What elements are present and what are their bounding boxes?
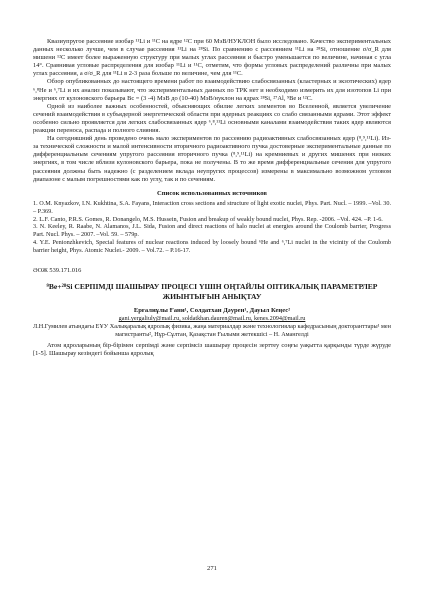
document-page (33, 38, 391, 358)
udc-code: ӘОЖ 539.171.016 (33, 267, 82, 275)
paragraph-2: Обзор опубликованных до настоящего времени работ по взаимодействию слабосвязанных (кластерных и экзотических) ядер ⁶,⁸He и ⁶,⁷Li и их анализ показывают, что экспериментальных данных по ТРК нет и необходимо измерить их для изотопов Li при энергиях от кулоновского барьера Bc = (3 -4) МэВ до (10-40) МэВ/нуклон на ядрах ²⁸Si, ²⁷Al, ⁹Be и ¹²C. (33, 78, 391, 102)
author-emails[interactable]: gani.yergaliuly@mail.ru, soldatkhan.dauren@mail.ru, kenes.2094@mail.ru (118, 315, 306, 323)
paragraph-4: На сегодняшний день проведено очень мало экспериментов по рассеянию радиоактивных слабосвязанных ядер (⁸,⁹,¹¹Li). Из-за технической сложности и малой интенсивности вторичного радиоактивного пучка достоверные экспериментальные данные по дифференциальным сечениям упругого рассеяния вторичного пучка (⁸,⁹,¹¹Li) на кремниевых и других мишенях при низких энергиях, в том числе вблизи кулоновского барьера, пока не получены. В то же время дифференциальные сечения для упругого рассеяния должны быть надежно (с разделением вклада неупругих процессов) измерены в максимально возможном угловом диапазоне с малым погрешностями как по углу, так и по сечениям. (33, 135, 391, 183)
authors: Ерғалиұлы Ғани¹, Солдатхан Дәурен¹, Дауыл Кеңес² (133, 306, 291, 314)
affiliation: Л.Н.Гумилев атындағы ЕҰУ Халықаралық ядролық физика, жаңа материалдар және технологиялар кафедрасының докторанттары¹ мен магистранты², Нұр-Сұлтан, Қазақстан Ғылыми жетекшісі – Н. Амангелді (33, 323, 391, 338)
reference-item: 4. Y.E. Penionzhkevich, Special features of nuclear reactions induced by loosely bound ⁶He and ⁶,⁷Li nuclei in the vicinity of the Coulomb barrier height, Phys. Atomic Nuclei.- 2009. – Vol.72. – P.16-17. (33, 239, 391, 255)
paragraph-3: Одной из наиболее важных особенностей, объясняющих обилие легких элементов во Вселенной, является увеличение сечений взаимодействия в субъядерной энергетической области при ядерных реакциях со слабо связанными ядрами. Этот эффект особенно сильно проявляется для легких слабосвязанных ядер ⁶,⁸,¹¹Li основными каналами взаимодействия таких ядер являются реакции переноса, распада и полного слияния. (33, 102, 391, 135)
paragraph-last: Атом ядроларының бір-бірімен серпімді және серпімсіз шашырау процесін зерттеу соңғы уақытта қарқынды түрде жүруде [1-5]. Шашырау кезіндегі бойынша ядролық (33, 341, 391, 357)
article-title: ⁹Be+²⁸Si СЕРПІМДІ ШАШЫРАУ ПРОЦЕСІ ҮШІН ОҢТАЙЛЫ ОПТИКАЛЫҚ ПАРАМЕТРЛЕР ЖИЫНТЫҒЫН АНЫҚТАУ (46, 282, 378, 301)
paragraph-1: Квазиупругое рассеяние изобар ¹¹Li и ¹¹C на ядре ¹²C при 60 МэВ/НУКЛОН было исследовано. Качество экспериментальных данных несколько лучше, чем в случае рассеяния ¹¹Li на ²⁸Si. По сравнению с рассеянием ¹¹Li на ²⁸Si, отношение σ/σ_R для мишени ¹²C имеет более выраженную структуру при малых углах рассеяния и быстро уменьшается по величине, начиная с угла 14°. Сравнивая угловые распределения для изобар ¹¹Li и ¹¹C, отметим, что формы угловых распределений различны при малых углах рассеяния, а σ/σ_R для ¹¹Li в 2-3 раза больше по величине, чем для ¹¹C. (33, 38, 391, 78)
reference-item: 2. L.F. Canto, P.R.S. Gomes, R. Donangelo, M.S. Hussein, Fusion and breakup of weakly bound nuclei, Phys. Rep. -2006. –Vol. 424. –P. 1-6. (33, 215, 383, 223)
reference-item: 1. O.M. Knyazkov, I.N. Kukhtina, S.A. Fayans, Interaction cross sections and structure of light exotic nuclei, Phys. Part. Nucl. – 1999. –Vol. 30. – P.369. (33, 199, 391, 215)
reference-item: 3. N. Keeley, R. Raabe, N. Alamanos, J.L. Sida, Fusion and direct reactions of halo nuclei at energies around the Coulomb barrier, Progress Part. Nucl. Phys. – 2007. –Vol. 59. – 579p. (33, 223, 391, 239)
page-number: 271 (207, 565, 217, 572)
references-title: Список использованных источников (157, 189, 267, 197)
